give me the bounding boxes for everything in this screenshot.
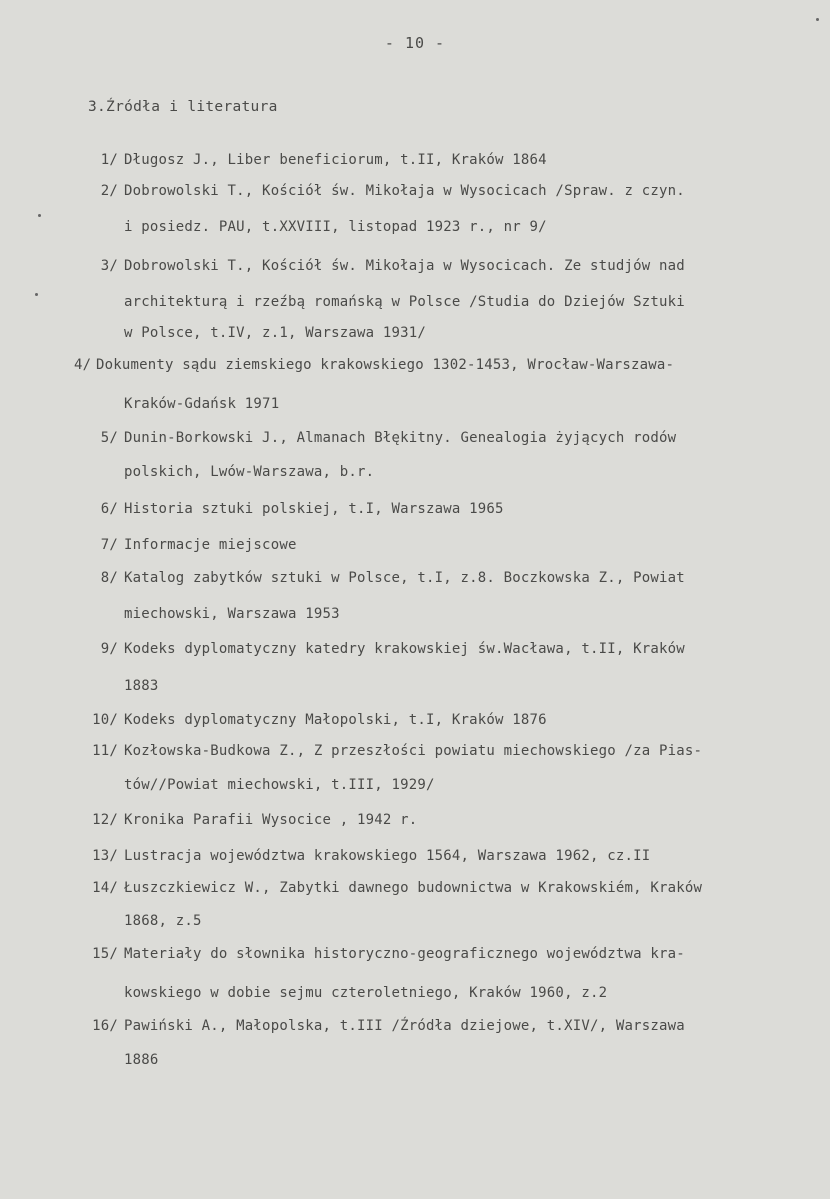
entry-line: Kraków-Gdańsk 1971: [124, 396, 280, 412]
entry-line: Kodeks dyplomatyczny katedry krakowskiej św.Wacława, t.II, Kraków: [124, 641, 685, 657]
entry-line: 1883: [124, 678, 159, 694]
entry-line: Dobrowolski T., Kościół św. Mikołaja w Wysocicach. Ze studjów nad: [124, 258, 685, 274]
entry-line: Dobrowolski T., Kościół św. Mikołaja w Wysocicach /Spraw. z czyn.: [124, 183, 685, 199]
entry-line: tów//Powiat miechowski, t.III, 1929/: [124, 777, 435, 793]
entry-line: Historia sztuki polskiej, t.I, Warszawa 1965: [124, 501, 504, 517]
margin-dot: [35, 293, 38, 296]
entry-number: 11/: [92, 743, 118, 759]
entry-line: 1868, z.5: [124, 913, 202, 929]
entry-line: kowskiego w dobie sejmu czteroletniego, Kraków 1960, z.2: [124, 985, 608, 1001]
entry-number: 3/: [100, 258, 118, 274]
entry-line: Łuszczkiewicz W., Zabytki dawnego budownictwa w Krakowskiém, Kraków: [124, 880, 703, 896]
entry-number: 15/: [92, 946, 118, 962]
entry-line: Katalog zabytków sztuki w Polsce, t.I, z.8. Boczkowska Z., Powiat: [124, 570, 685, 586]
entry-line: w Polsce, t.IV, z.1, Warszawa 1931/: [124, 325, 427, 341]
entry-number: 9/: [100, 641, 118, 657]
entry-line: Kronika Parafii Wysocice , 1942 r.: [124, 812, 418, 828]
margin-dot: [38, 214, 41, 217]
entry-line: Kodeks dyplomatyczny Małopolski, t.I, Kraków 1876: [124, 712, 547, 728]
entry-line: Kozłowska-Budkowa Z., Z przeszłości powiatu miechowskiego /za Pias-: [124, 743, 703, 759]
entry-line: Materiały do słownika historyczno-geograficznego województwa kra-: [124, 946, 685, 962]
entry-line: Informacje miejscowe: [124, 537, 297, 553]
entry-number: 5/: [100, 430, 118, 446]
entry-line: miechowski, Warszawa 1953: [124, 606, 340, 622]
page-number: - 10 -: [384, 34, 446, 52]
section-heading: 3.Źródła i literatura: [88, 99, 278, 115]
entry-number: 16/: [92, 1018, 118, 1034]
entry-line: Dokumenty sądu ziemskiego krakowskiego 1302-1453, Wrocław-Warszawa-: [96, 357, 675, 373]
entry-number: 12/: [92, 812, 118, 828]
entry-line: architekturą i rzeźbą romańską w Polsce /Studia do Dziejów Sztuki: [124, 294, 685, 310]
margin-dot: [816, 18, 819, 21]
entry-line: Lustracja województwa krakowskiego 1564, Warszawa 1962, cz.II: [124, 848, 651, 864]
entry-line: Długosz J., Liber beneficiorum, t.II, Kraków 1864: [124, 152, 547, 168]
entry-line: Dunin-Borkowski J., Almanach Błękitny. Genealogia żyjących rodów: [124, 430, 677, 446]
entry-line: Pawiński A., Małopolska, t.III /Źródła dziejowe, t.XIV/, Warszawa: [124, 1018, 685, 1034]
entry-line: 1886: [124, 1052, 159, 1068]
entry-number: 7/: [100, 537, 118, 553]
entry-number: 10/: [92, 712, 118, 728]
entry-number: 6/: [100, 501, 118, 517]
entry-number: 4/: [74, 357, 92, 373]
entry-number: 8/: [100, 570, 118, 586]
entry-number: 2/: [100, 183, 118, 199]
entry-line: polskich, Lwów-Warszawa, b.r.: [124, 464, 375, 480]
entry-line: i posiedz. PAU, t.XXVIII, listopad 1923 r., nr 9/: [124, 219, 547, 235]
entry-number: 1/: [100, 152, 118, 168]
entry-number: 13/: [92, 848, 118, 864]
entry-number: 14/: [92, 880, 118, 896]
